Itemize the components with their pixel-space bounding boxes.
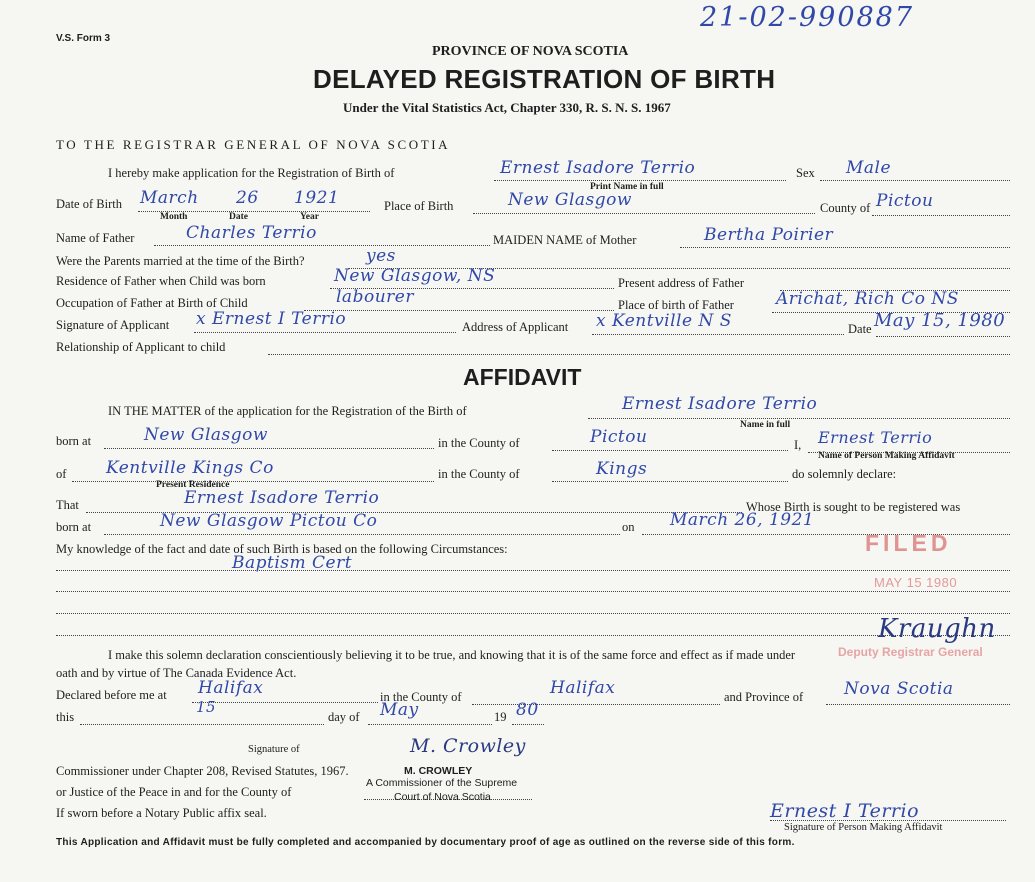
in-county-value: Pictou xyxy=(590,427,648,447)
residence-father-label: Residence of Father when Child was born xyxy=(56,274,266,288)
subtitle: Under the Vital Statistics Act, Chapter 330, R. S. N. S. 1967 xyxy=(343,100,671,115)
county-value: Pictou xyxy=(876,191,934,211)
dob-date-value: 26 xyxy=(236,188,259,208)
page-title: DELAYED REGISTRATION OF BIRTH xyxy=(313,64,776,94)
county-label: County of xyxy=(820,201,871,215)
year-value: 80 xyxy=(516,700,539,720)
in-county2-value: Kings xyxy=(596,459,648,479)
matter-value: Ernest Isadore Terrio xyxy=(622,394,818,414)
sex-label: Sex xyxy=(796,166,815,180)
day-label: day of xyxy=(328,710,360,724)
father-birthplace-label: Place of birth of Father xyxy=(618,298,734,312)
i-label: I, xyxy=(794,438,802,452)
child-name-value: Ernest Isadore Terrio xyxy=(500,158,696,178)
month-label: Month xyxy=(160,212,188,222)
date-field-label: Date xyxy=(848,322,872,336)
place-label: Place of Birth xyxy=(384,199,454,213)
commissioner-signature: M. Crowley xyxy=(410,735,526,757)
registrar-signature: Kraughn xyxy=(878,614,996,644)
commissioner-stamp-line3: Court of Nova Scotia xyxy=(394,791,491,803)
whose-birth-label: Whose Birth is sought to be registered was xyxy=(746,500,961,514)
place-value: New Glasgow xyxy=(508,190,632,210)
father-value: Charles Terrio xyxy=(186,223,317,243)
name-in-full-label: Name in full xyxy=(740,420,791,430)
county3-label: in the County of xyxy=(380,690,462,704)
applicant-signature-value: x Ernest I Terrio xyxy=(196,309,347,329)
this-value: 15 xyxy=(196,698,217,716)
this-label: this xyxy=(56,710,75,724)
mother-label: MAIDEN NAME of Mother xyxy=(493,233,637,247)
declared-label: Declared before me at xyxy=(56,688,167,702)
commissioner-stamp-line2: A Commissioner of the Supreme xyxy=(366,777,518,789)
footer-note: This Application and Affidavit must be fully completed and accompanied by documentary proof of age as outlined on the reverse side of this form. xyxy=(56,837,795,848)
sex-value: Male xyxy=(846,158,892,178)
father-birthplace-value: Arichat, Rich Co NS xyxy=(776,289,959,309)
province-value: Nova Scotia xyxy=(844,679,954,699)
on-value: March 26, 1921 xyxy=(670,510,815,530)
declaration-line-1: I make this solemn declaration conscientiously believing it to be true, and knowing that it is of the same force and effect as if made under xyxy=(108,648,796,662)
on-label: on xyxy=(622,520,635,534)
affidavit-heading: AFFIDAVIT xyxy=(463,364,582,390)
dob-year-value: 1921 xyxy=(294,188,340,208)
residence-father-value: New Glasgow, NS xyxy=(334,266,496,286)
form-number: V.S. Form 3 xyxy=(56,33,111,44)
knowledge-value: Baptism Cert xyxy=(232,553,353,573)
address-value: x Kentville N S xyxy=(596,311,732,331)
dob-month-value: March xyxy=(140,188,199,208)
commissioner-label: Commissioner under Chapter 208, Revised Statutes, 1967. xyxy=(56,764,349,778)
date-value: May 15, 1980 xyxy=(874,310,1006,331)
dob-label: Date of Birth xyxy=(56,197,122,211)
handwritten-registration-number: 21-02-990887 xyxy=(700,2,915,33)
father-label: Name of Father xyxy=(56,231,135,245)
day-value: May xyxy=(380,700,419,720)
year-prefix: 19 xyxy=(494,710,507,724)
person-affidavit-label: Name of Person Making Affidavit xyxy=(818,451,955,461)
in-county2-label: in the County of xyxy=(438,467,520,481)
relationship-label: Relationship of Applicant to child xyxy=(56,340,226,354)
born-at-label: born at xyxy=(56,434,92,448)
mother-value: Bertha Poirier xyxy=(704,225,834,245)
knowledge-label: My knowledge of the fact and date of such Birth is based on the following Circumstances: xyxy=(56,542,508,556)
married-label: Were the Parents married at the time of the Birth? xyxy=(56,254,305,268)
born-at2-label: born at xyxy=(56,520,92,534)
of-value: Kentville Kings Co xyxy=(106,458,274,478)
occupation-label: Occupation of Father at Birth of Child xyxy=(56,296,248,310)
present-residence-label: Present Residence xyxy=(156,480,230,490)
born-at-value: New Glasgow xyxy=(144,425,268,445)
filed-date-stamp: MAY 15 1980 xyxy=(874,575,958,590)
born-at2-value: New Glasgow Pictou Co xyxy=(160,511,378,531)
print-name-label: Print Name in full xyxy=(590,182,664,192)
affiant-signature: Ernest I Terrio xyxy=(770,800,920,822)
that-label: That xyxy=(56,498,79,512)
matter-label: IN THE MATTER of the application for the Registration of the Birth of xyxy=(108,404,467,418)
of-label: of xyxy=(56,467,67,481)
province-label: and Province of xyxy=(724,690,804,704)
declaration-line-2: oath and by virtue of The Canada Evidence Act. xyxy=(56,666,297,680)
that-value: Ernest Isadore Terrio xyxy=(184,488,380,508)
commissioner-stamp-name: M. CROWLEY xyxy=(404,765,473,777)
in-county-label: in the County of xyxy=(438,436,520,450)
occupation-value: labourer xyxy=(336,287,414,307)
justice-label: or Justice of the Peace in and for the County of xyxy=(56,785,292,799)
intro-label: I hereby make application for the Registration of Birth of xyxy=(108,166,395,180)
declare-label: do solemnly declare: xyxy=(792,467,897,481)
province-heading: PROVINCE OF NOVA SCOTIA xyxy=(432,44,629,59)
date-label: Date xyxy=(229,212,248,222)
signature-of-label: Signature of xyxy=(248,744,300,755)
county3-value: Halifax xyxy=(550,678,616,698)
addressee-line: TO THE REGISTRAR GENERAL OF NOVA SCOTIA xyxy=(56,137,451,152)
signature-person-label: Signature of Person Making Affidavit xyxy=(784,822,943,833)
year-label: Year xyxy=(300,212,319,222)
affiant-name-value: Ernest Terrio xyxy=(818,428,933,447)
registrar-title-stamp: Deputy Registrar General xyxy=(838,645,983,659)
present-address-label: Present address of Father xyxy=(618,276,745,290)
signature-label: Signature of Applicant xyxy=(56,318,170,332)
notary-label: If sworn before a Notary Public affix seal. xyxy=(56,806,267,820)
filed-stamp: FILED xyxy=(865,530,952,556)
address-label: Address of Applicant xyxy=(462,320,569,334)
married-value: yes xyxy=(366,246,396,266)
declared-value: Halifax xyxy=(198,678,264,698)
